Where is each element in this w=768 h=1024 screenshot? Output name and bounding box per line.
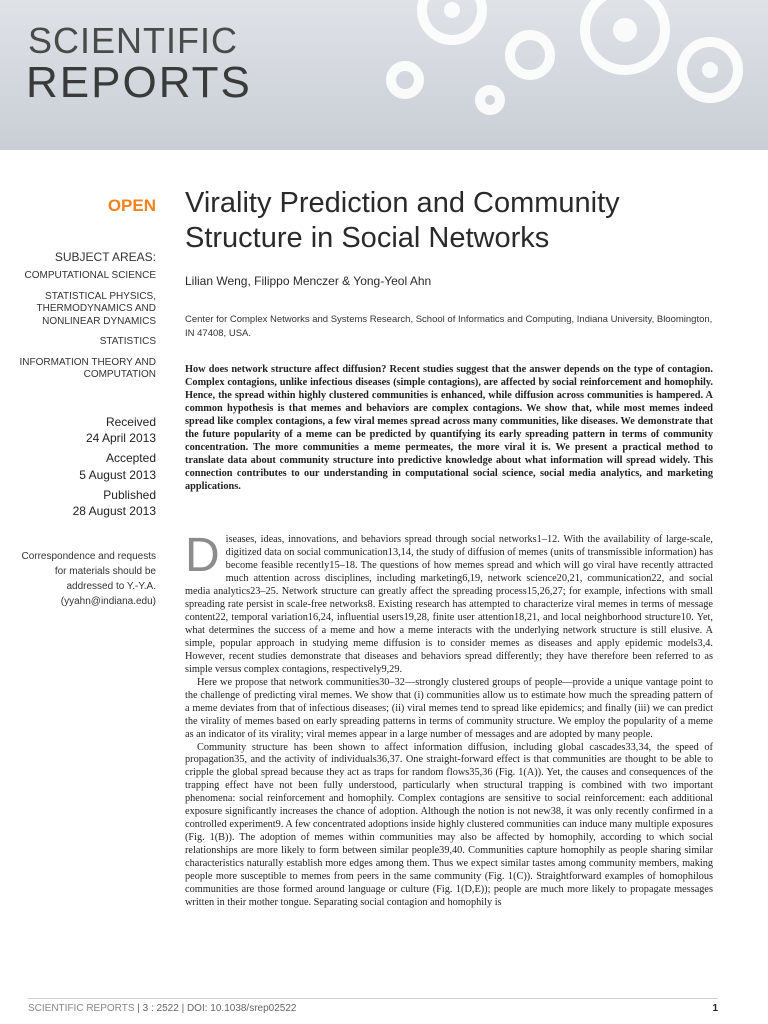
accepted-label: Accepted (105, 451, 156, 466)
paragraph-text: iseases, ideas, innovations, and behaviors spread through social networks1–12. With the availability of large-scale, digitized data on social communication13,14, the study of diffusion of memes (units of transmissible information) has become feasible recently15–18. The questions of how memes spread and which will go viral have recently attracted much attention across disciplines, including marketing6,19, network science20,21, communication22, and social media analytics23–25. Network structure can greatly affect the spreading process15,26,27; for example, infections with small spreading rate persist in scale-free networks8. Existing research has attempted to characterize viral memes in terms of message content22, temporal variation16,24, influential users19,28, finite user attention18,21, and local neighborhood structure10. Yet, what determines the success of a meme and how a meme interacts with the underlying network structure is still elusive. A simple, popular approach in studying meme diffusion is to consider memes as diseases and apply epidemic models3,4. However, recent studies demonstrate that diseases and behaviors spread differently; they have therefore been referred to as simple versus complex contagions, respectively9,29. (185, 534, 713, 675)
page-number: 1 (712, 1003, 718, 1014)
abstract: How does network structure affect diffusion? Recent studies suggest that the answer depends on the type of contagion. Complex contagions, unlike infectious diseases (simple contagions), are affected by social reinforcement and homophily. Hence, the spread within highly clustered communities is enhanced, while diffusion across communities is hampered. A common hypothesis is that memes and behaviors are complex contagions. We show that, while most memes indeed spread like complex contagions, a few viral memes spread across many communities, like diseases. We demonstrate that the future popularity of a meme can be predicted by quantifying its early spreading pattern in terms of community concentration. The more communities a meme permeates, the more viral it is. We present a practical method to translate data about community structure into predictive knowledge about what information will spread widely. This connection contributes to our understanding in computational social science, social media analytics, and marketing applications. (185, 364, 713, 492)
body-paragraph: Community structure has been shown to affect information diffusion, including global cascades33,34, the speed of propagation35, and the activity of individuals36,37. One straight-forward effect is that communities are thought to be able to cripple the global spread because they act as traps for random flows35,36 (Fig. 1(A)). Yet, the causes and consequences of the trapping effect have not been fully understood, particularly when structural trapping is combined with two important phenomena: social reinforcement and homophily. Complex contagions are sensitive to social reinforcement: each additional exposure significantly increases the chance of adoption. Although the notion is not new38, it was only recently confirmed in a controlled experiment9. A few concentrated adoptions inside highly clustered communities can induce many multiple exposures (Fig. 1(B)). The adoption of memes within communities may also be affected by homophily, according to which social relationships are more likely to form between similar people39,40. Communities capture homophily as people sharing similar characteristics naturally establish more edges among them. Thus we expect similar tastes among community members, making people more susceptible to memes from peers in the same community (Fig. 1(C)). Straightforward examples of homophilous communities are those formed around language or culture (Fig. 1(D,E)); people are much more likely to propagate messages written in their mother tongue. Separating social contagion and homophily is (185, 741, 713, 909)
article-authors: Lilian Weng, Filippo Menczer & Yong-Yeol Ahn (185, 274, 432, 288)
author-affiliation: Center for Complex Networks and Systems Research, School of Informatics and Computing, Indiana University, Bloomington, IN 47408, USA. (185, 314, 713, 340)
subject-item[interactable]: STATISTICS (99, 336, 156, 347)
article-title: Virality Prediction and Community Structure in Social Networks (185, 187, 620, 255)
published-date: 28 August 2013 (72, 503, 156, 518)
journal-logo-line2: REPORTS (26, 58, 252, 107)
publication-dates (14, 414, 156, 519)
published-label: Published (103, 487, 156, 502)
journal-header (0, 0, 768, 150)
footer-citation: | 3 : 2522 | DOI: 10.1038/srep02522 (137, 1003, 297, 1014)
footer-journal: SCIENTIFIC REPORTS (28, 1003, 135, 1014)
accepted-date: 5 August 2013 (79, 467, 156, 482)
subject-item[interactable]: STATISTICAL PHYSICS, THERMODYNAMICS AND NONLINEAR DYNAMICS (36, 290, 156, 327)
subject-item[interactable]: COMPUTATIONAL SCIENCE (24, 270, 156, 281)
received-date: 24 April 2013 (85, 431, 156, 446)
subject-areas-heading: SUBJECT AREAS: (54, 250, 156, 264)
subject-item[interactable]: INFORMATION THEORY AND COMPUTATION (19, 356, 156, 380)
body-paragraph: Here we propose that network communities30–32—strongly clustered groups of people—provide a unique vantage point to the challenge of predicting viral memes. We show that (i) communities allow us to estimate how much the spreading pattern of a meme deviates from that of infectious diseases; (ii) viral memes tend to spread like epidemics; and finally (iii) we can predict the virality of memes based on early spreading patterns in terms of community structure. We employ the popularity of a meme as an indicator of its virality; viral memes appear in a large number of messages and are adopted by many people. (185, 676, 713, 740)
journal-logo-line1: SCIENTIFIC (28, 20, 239, 61)
page-footer (28, 998, 718, 1014)
article-body (185, 529, 713, 910)
gears-decoration (380, 0, 768, 150)
drop-cap: D (185, 529, 220, 582)
received-label: Received (105, 415, 156, 429)
correspondence-note: Correspondence and requests for materials should be addressed to Y.-Y.A. (yyahn@indiana.edu) (21, 551, 156, 607)
body-paragraph (185, 529, 713, 677)
open-access-label: OPEN (107, 196, 156, 215)
subject-list (14, 270, 156, 390)
